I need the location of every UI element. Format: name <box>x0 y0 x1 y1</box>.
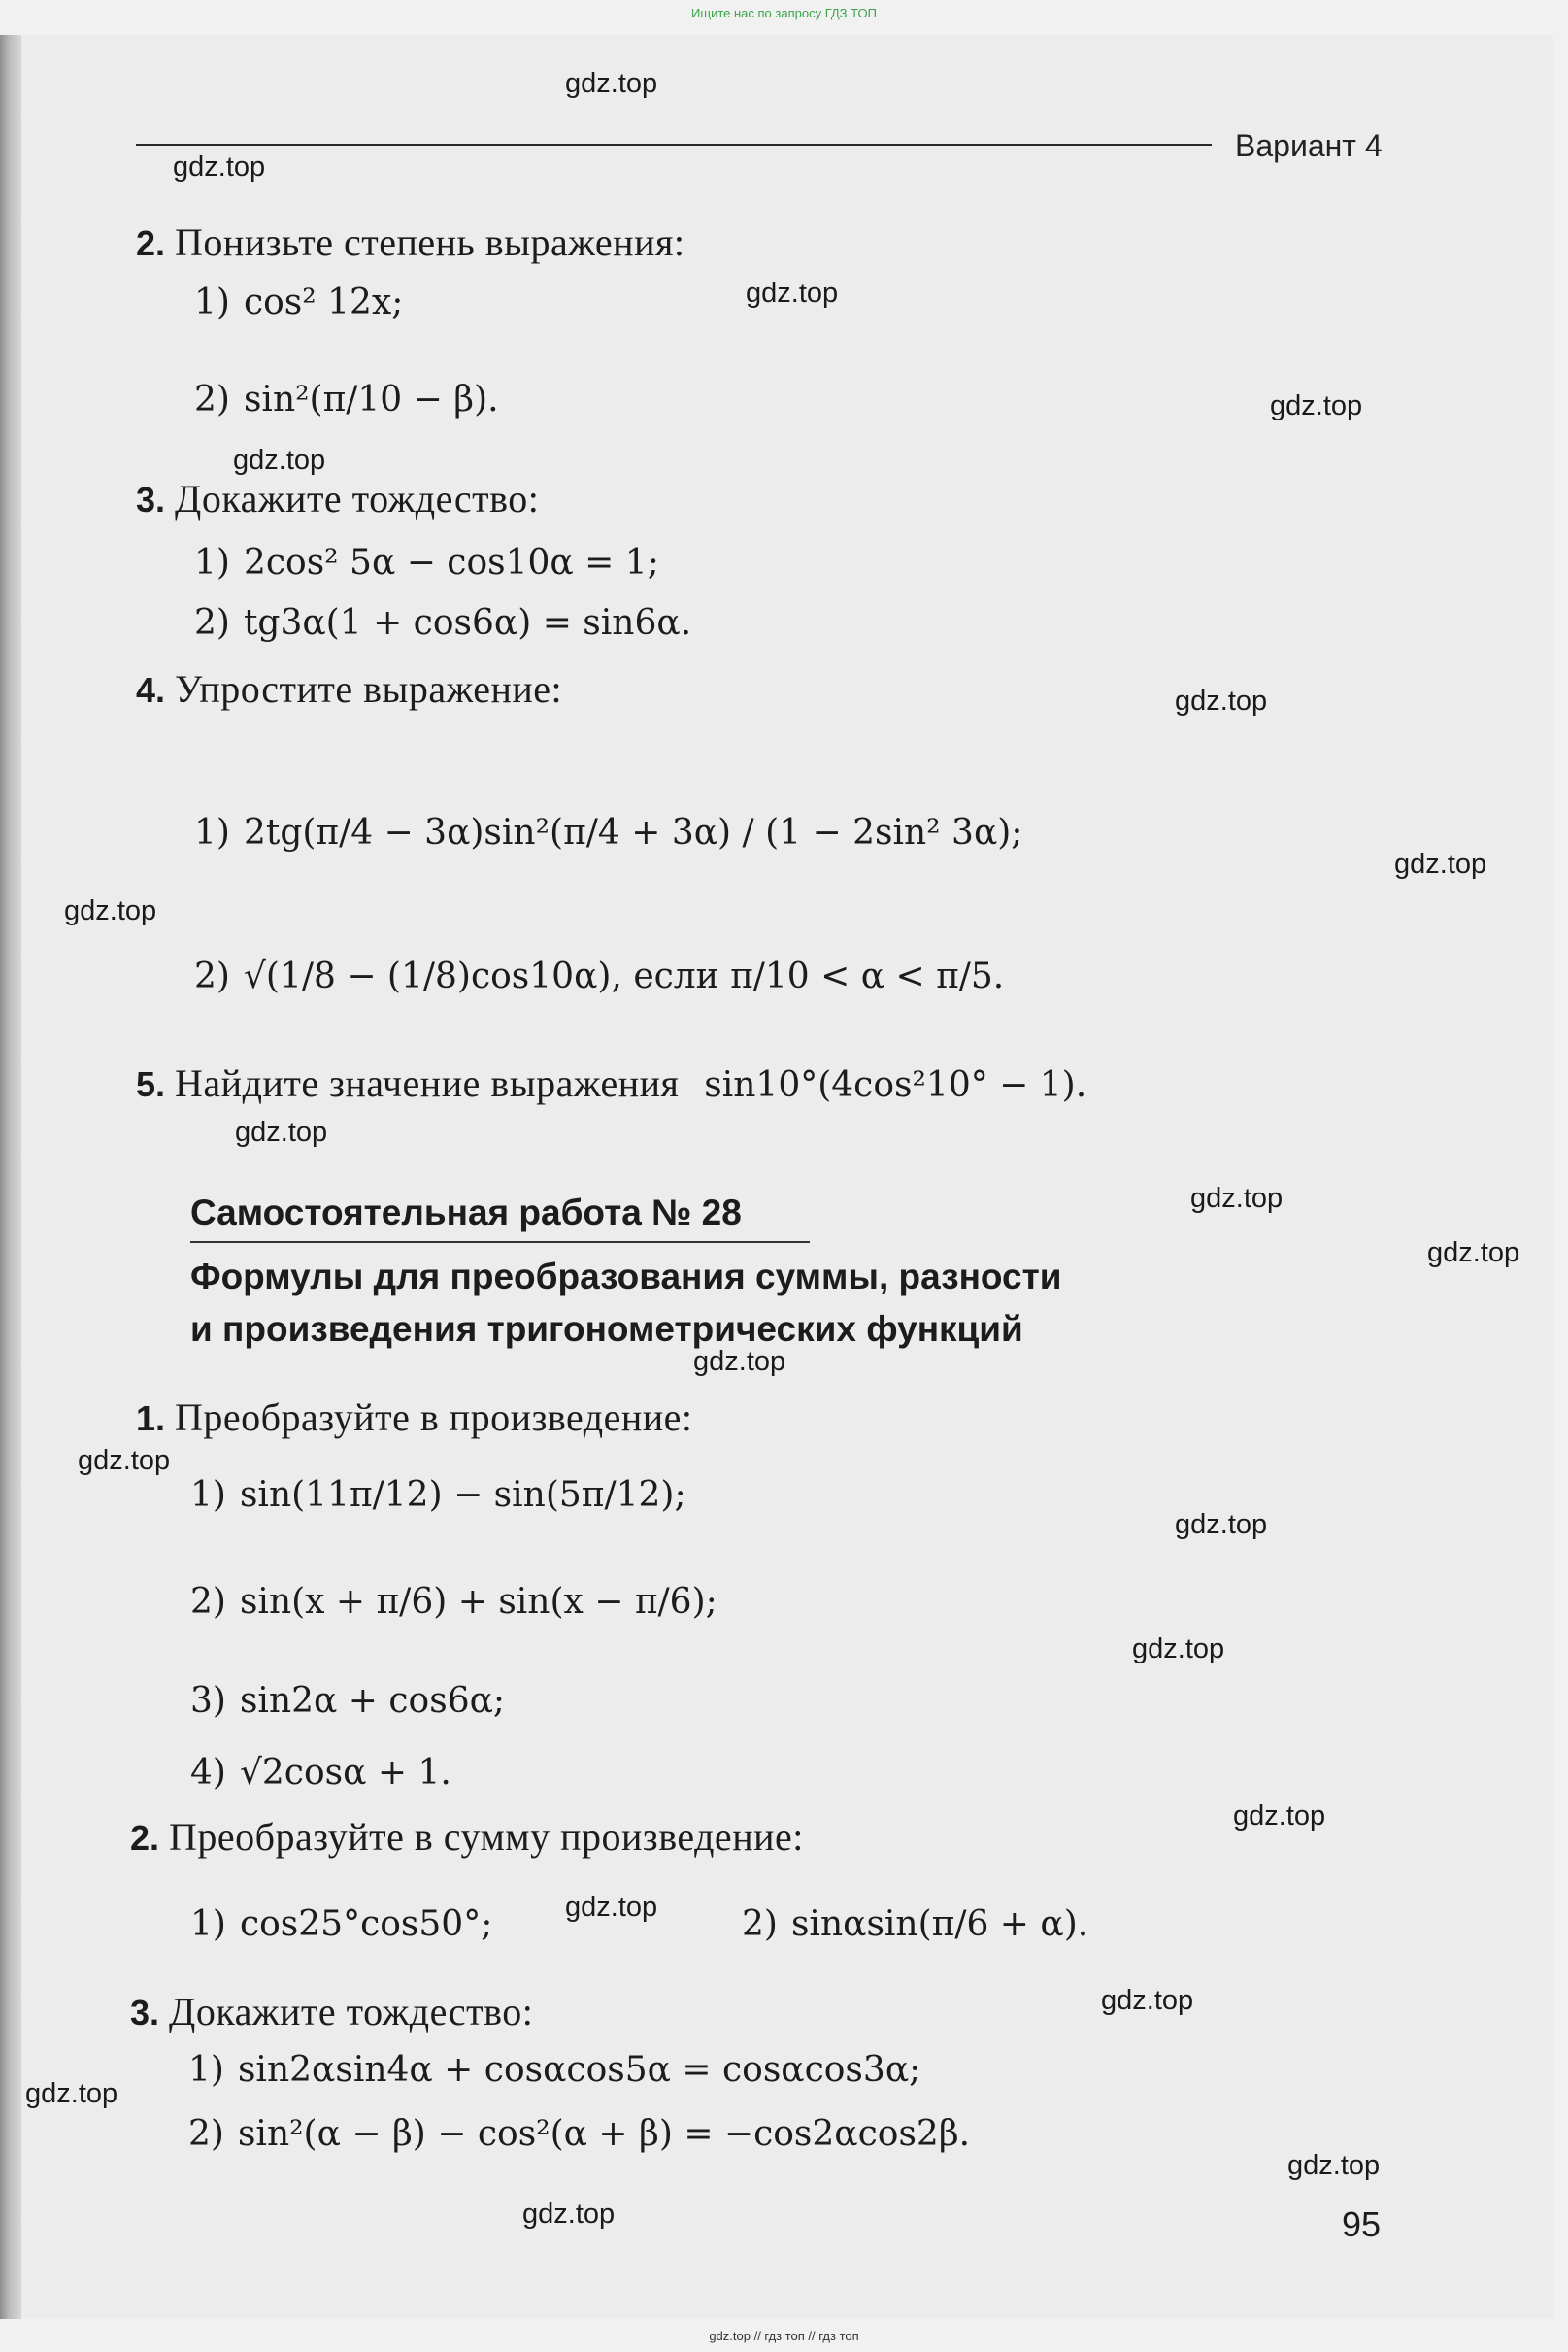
item-number: 1) <box>190 1475 226 1515</box>
p2-task-2-item-2 <box>742 1905 1088 1942</box>
watermark: gdz.top <box>1270 390 1363 421</box>
watermark: gdz.top <box>565 68 658 99</box>
task-3-item-1 <box>194 544 659 581</box>
watermark: gdz.top <box>233 445 326 476</box>
math-expression: sin(x + π/6) + sin(x − π/6); <box>239 1582 717 1622</box>
task-2-item-2 <box>194 381 499 418</box>
section-subtitle-line-2: и произведения тригонометрических функций <box>190 1309 1023 1349</box>
task-4-item-2 <box>194 958 1004 994</box>
task-4-item-1 <box>194 814 1022 851</box>
section-subtitle-line-1: Формулы для преобразования суммы, разности <box>190 1257 1062 1296</box>
bottom-banner: gdz.top // гдз топ // гдз топ <box>709 2329 859 2343</box>
variant-label: Вариант 4 <box>1235 128 1383 163</box>
item-number: 2) <box>194 380 230 420</box>
task-text: Понизьте степень выражения: <box>175 220 685 264</box>
task-number: 4. <box>136 670 166 710</box>
watermark: gdz.top <box>1175 686 1268 717</box>
math-expression: sinαsin(π/6 + α). <box>790 1904 1089 1944</box>
task-text: Преобразуйте в сумму произведение: <box>169 1815 804 1859</box>
watermark: gdz.top <box>1394 849 1487 880</box>
p2-task-3-heading <box>130 1990 534 2033</box>
task-4-heading <box>136 667 563 711</box>
item-number: 3) <box>190 1681 226 1721</box>
p2-task-1-item-1 <box>190 1476 686 1513</box>
item-number: 1) <box>194 813 230 853</box>
header-rule <box>136 144 1212 146</box>
watermark: gdz.top <box>173 151 266 183</box>
watermark: gdz.top <box>235 1117 328 1148</box>
task-text: Упростите выражение: <box>175 667 563 711</box>
p2-task-1-item-2 <box>190 1583 717 1620</box>
item-number: 2) <box>194 603 230 643</box>
top-banner: Ищите нас по запросу ГДЗ ТОП <box>691 6 877 20</box>
math-expression: tg3α(1 + cos6α) = sin6α. <box>243 603 692 643</box>
item-number: 1) <box>194 283 230 322</box>
page-number: 95 <box>1342 2204 1382 2244</box>
watermark: gdz.top <box>1190 1183 1284 1214</box>
task-number: 1. <box>136 1398 166 1438</box>
math-expression: 2tg(π/4 − 3α)sin²(π/4 + 3α) / (1 − 2sin² 3α); <box>243 813 1023 853</box>
p2-task-1-item-3 <box>190 1682 505 1719</box>
math-expression: sin2α + cos6α; <box>239 1681 506 1721</box>
math-expression: sin10°(4cos²10° − 1). <box>704 1065 1087 1105</box>
task-2-heading <box>136 220 685 264</box>
task-text: Докажите тождество: <box>169 1990 534 2033</box>
task-text: Докажите тождество: <box>175 477 540 521</box>
math-expression: sin2αsin4α + cosαcos5α = cosαcos3α; <box>237 2050 921 2090</box>
watermark: gdz.top <box>78 1445 171 1476</box>
section-title-underline <box>190 1241 810 1243</box>
math-expression: √2cosα + 1. <box>239 1753 451 1793</box>
math-expression: 2cos² 5α − cos10α = 1; <box>243 543 659 583</box>
item-number: 2) <box>190 1582 226 1622</box>
task-text: Преобразуйте в произведение: <box>175 1395 693 1439</box>
item-number: 1) <box>194 543 230 583</box>
task-5-line <box>136 1061 1087 1105</box>
task-number: 5. <box>136 1064 166 1104</box>
task-number: 3. <box>130 1993 160 2033</box>
watermark: gdz.top <box>1175 1509 1268 1540</box>
task-number: 2. <box>136 223 166 263</box>
item-number: 1) <box>188 2050 224 2090</box>
task-text: Найдите значение выражения <box>175 1061 680 1105</box>
p2-task-2-item-1 <box>190 1905 492 1942</box>
watermark: gdz.top <box>1132 1633 1225 1664</box>
p2-task-3-item-2 <box>188 2115 970 2152</box>
watermark: gdz.top <box>64 895 157 926</box>
watermark: gdz.top <box>1101 1985 1194 2016</box>
math-expression: cos25°cos50°; <box>239 1904 493 1944</box>
item-number: 4) <box>190 1753 226 1793</box>
book-page <box>21 35 1553 2319</box>
watermark: gdz.top <box>1427 1237 1520 1268</box>
watermark: gdz.top <box>1233 1800 1326 1831</box>
watermark: gdz.top <box>25 2078 118 2109</box>
math-expression: sin(11π/12) − sin(5π/12); <box>239 1475 686 1515</box>
task-3-item-2 <box>194 604 691 641</box>
section-title: Самостоятельная работа № 28 <box>190 1193 742 1232</box>
math-expression: sin²(π/10 − β). <box>243 380 499 420</box>
item-number: 2) <box>188 2114 224 2154</box>
task-number: 3. <box>136 480 166 520</box>
p2-task-3-item-1 <box>188 2051 920 2088</box>
item-number: 2) <box>194 957 230 996</box>
task-3-heading <box>136 477 540 521</box>
math-expression: sin²(α − β) − cos²(α + β) = −cos2αcos2β. <box>237 2114 971 2154</box>
watermark: gdz.top <box>565 1892 658 1923</box>
task-2-item-1 <box>194 284 403 320</box>
item-number: 1) <box>190 1904 226 1944</box>
p2-task-1-item-4 <box>190 1754 451 1791</box>
task-number: 2. <box>130 1818 160 1858</box>
p2-task-1-heading <box>136 1395 693 1439</box>
math-expression: √(1/8 − (1/8)cos10α), если π/10 < α < π/5. <box>243 957 1005 996</box>
watermark: gdz.top <box>693 1346 786 1377</box>
item-number: 2) <box>742 1904 778 1944</box>
watermark: gdz.top <box>1287 2150 1381 2181</box>
p2-task-2-heading <box>130 1815 804 1859</box>
watermark: gdz.top <box>746 278 839 309</box>
watermark: gdz.top <box>522 2199 616 2230</box>
math-expression: cos² 12x; <box>243 283 404 322</box>
